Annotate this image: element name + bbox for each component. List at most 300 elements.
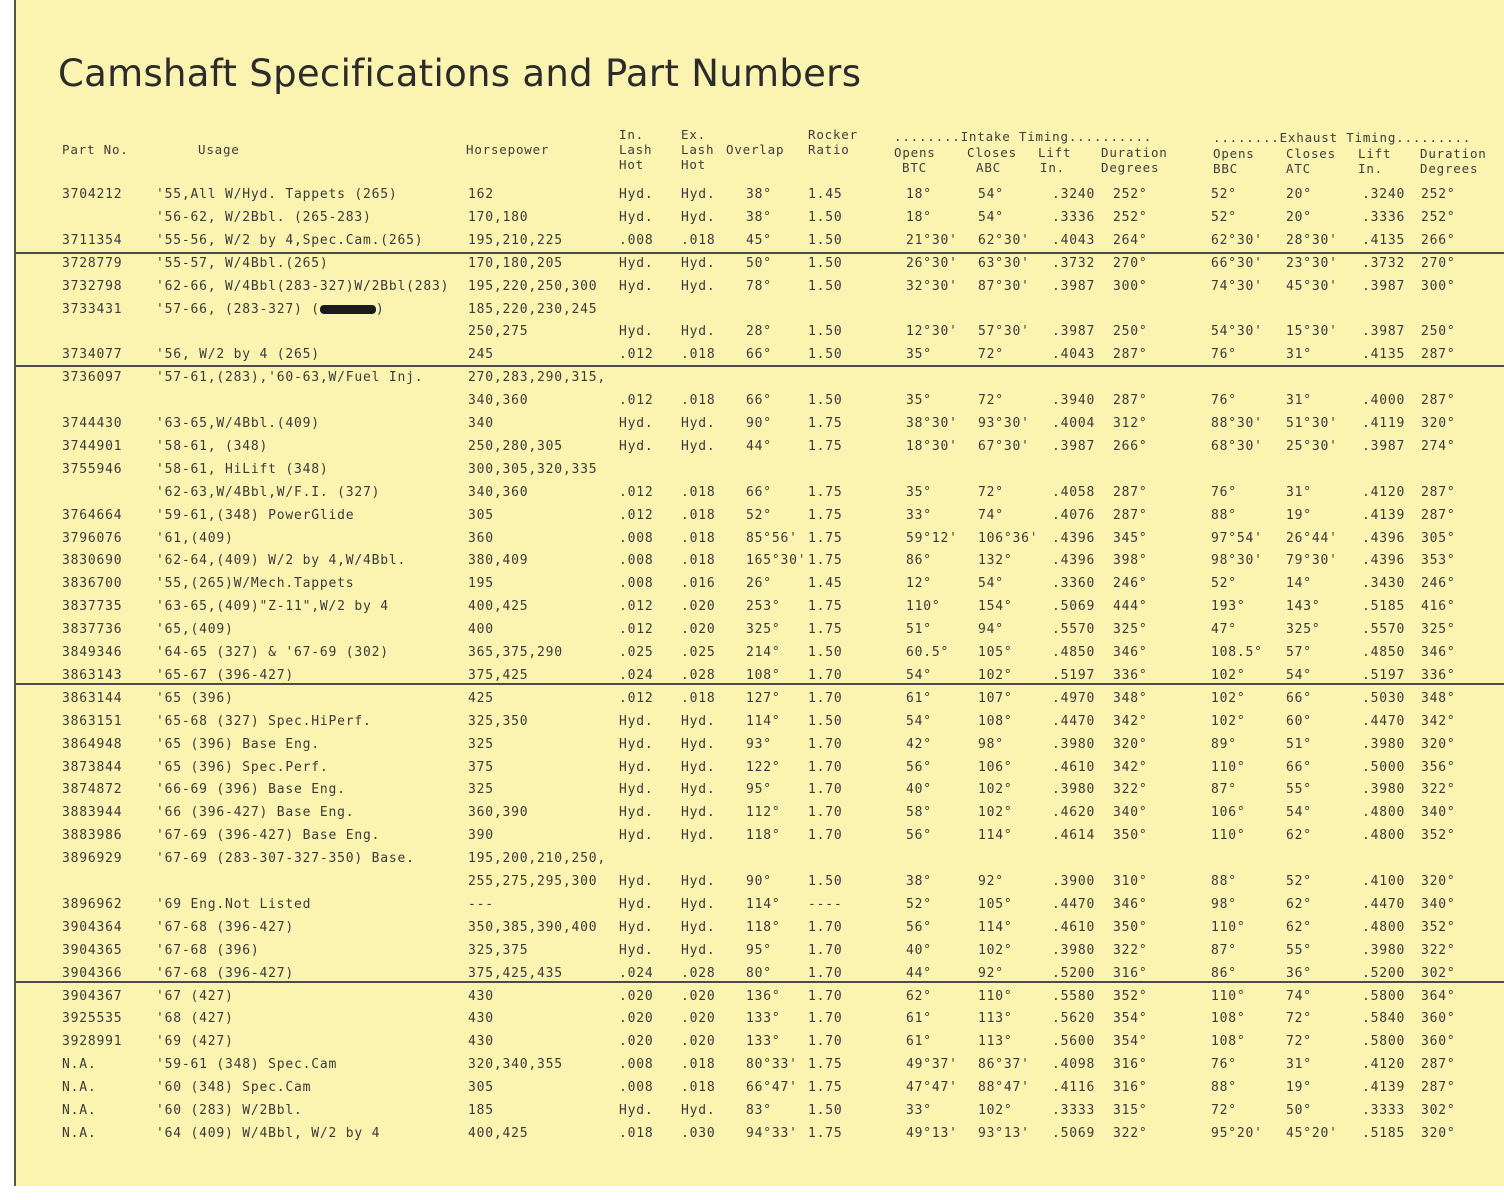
cell-rocker-ratio: 1.45 [808, 576, 843, 592]
header-in-lash-2: Lash [619, 142, 653, 157]
cell-overlap: 52° [746, 507, 772, 523]
cell-exhaust-closes: 55° [1286, 782, 1312, 798]
cell-exhaust-lift: .4139 [1362, 1080, 1406, 1096]
cell-intake-duration: 322° [1113, 782, 1148, 798]
cell-part-no: 3736097 [62, 370, 123, 386]
cell-in-lash: .008 [619, 1080, 654, 1096]
cell-in-lash: .018 [619, 1125, 654, 1141]
header-intake-btc: BTC [902, 160, 927, 175]
table-row [16, 986, 1504, 1008]
cell-rocker-ratio: 1.70 [808, 1034, 843, 1050]
cell-usage: '58-61, HiLift (348) [156, 461, 329, 477]
cell-usage: '65 (396) Spec.Perf. [156, 759, 329, 775]
cell-usage: '69 (427) [156, 1034, 234, 1050]
cell-part-no: 3732798 [62, 278, 123, 294]
cell-rocker-ratio: 1.75 [808, 1080, 843, 1096]
cell-intake-opens: 33° [906, 507, 932, 523]
cell-exhaust-duration: 302° [1421, 1103, 1456, 1118]
cell-in-lash: Hyd. [619, 1103, 654, 1118]
cell-usage: '64 (409) W/4Bbl, W/2 by 4 [156, 1125, 381, 1141]
table-row [16, 230, 1504, 252]
cell-exhaust-closes: 19° [1286, 507, 1312, 523]
cell-part-no: 3755946 [62, 461, 123, 477]
cell-ex-lash: Hyd. [681, 919, 716, 935]
cell-intake-opens: 35° [906, 484, 932, 500]
cell-rocker-ratio: 1.70 [808, 782, 843, 798]
cell-ex-lash: .018 [681, 393, 716, 409]
cell-intake-lift: .3980 [1052, 736, 1096, 752]
cell-intake-lift: .3360 [1052, 576, 1096, 592]
cell-intake-duration: 354° [1113, 1011, 1148, 1027]
cell-ex-lash: .020 [681, 1011, 716, 1027]
cell-usage: '60 (283) W/2Bbl. [156, 1103, 303, 1118]
cell-intake-lift: .5197 [1052, 667, 1096, 683]
cell-rocker-ratio: 1.70 [808, 690, 843, 706]
page-title: Camshaft Specifications and Part Numbers [58, 52, 862, 95]
cell-exhaust-duration: 340° [1421, 805, 1456, 821]
cell-ex-lash: Hyd. [681, 1103, 716, 1118]
cell-exhaust-opens: 89° [1211, 736, 1237, 752]
cell-intake-closes: 54° [978, 209, 1004, 225]
cell-intake-closes: 106° [978, 759, 1013, 775]
cell-rocker-ratio: 1.75 [808, 622, 843, 638]
cell-usage: '69 Eng.Not Listed [156, 896, 312, 912]
cell-rocker-ratio: 1.50 [808, 874, 843, 889]
cell-exhaust-opens: 47° [1211, 622, 1237, 638]
cell-intake-lift: .3732 [1052, 255, 1096, 271]
cell-horsepower: 170,180 [468, 209, 529, 225]
cell-exhaust-lift: .3980 [1362, 782, 1406, 798]
cell-part-no: 3796076 [62, 530, 123, 546]
cell-in-lash: Hyd. [619, 896, 654, 912]
cell-exhaust-lift: .4800 [1362, 828, 1406, 844]
cell-intake-opens: 49°37' [906, 1057, 958, 1073]
cell-exhaust-duration: 320° [1421, 736, 1456, 752]
cell-intake-duration: 287° [1113, 393, 1148, 409]
cell-intake-closes: 54° [978, 576, 1004, 592]
cell-part-no: 3863143 [62, 667, 123, 683]
cell-overlap: 38° [746, 209, 772, 225]
cell-in-lash: Hyd. [619, 713, 654, 729]
cell-intake-closes: 98° [978, 736, 1004, 752]
cell-horsepower: 185 [468, 1103, 494, 1118]
cell-intake-duration: 350° [1113, 828, 1148, 844]
cell-intake-closes: 72° [978, 484, 1004, 500]
cell-overlap: 78° [746, 278, 772, 294]
cell-ex-lash: .018 [681, 530, 716, 546]
cell-exhaust-opens: 110° [1211, 828, 1246, 844]
cell-in-lash: .008 [619, 576, 654, 592]
cell-intake-duration: 250° [1113, 324, 1148, 340]
cell-in-lash: .020 [619, 1034, 654, 1050]
table-row [16, 550, 1504, 572]
cell-exhaust-closes: 19° [1286, 1080, 1312, 1096]
cell-intake-lift: .3900 [1052, 874, 1096, 889]
cell-ex-lash: Hyd. [681, 255, 716, 271]
cell-usage: '67-68 (396-427) [156, 919, 295, 935]
cell-in-lash: .008 [619, 1057, 654, 1073]
cell-exhaust-closes: 54° [1286, 805, 1312, 821]
cell-intake-duration: 252° [1113, 187, 1148, 202]
cell-in-lash: Hyd. [619, 759, 654, 775]
cell-overlap: 83° [746, 1103, 772, 1118]
cell-exhaust-lift: .4100 [1362, 874, 1406, 889]
cell-rocker-ratio: 1.50 [808, 393, 843, 409]
cell-in-lash: .012 [619, 690, 654, 706]
cell-exhaust-duration: 364° [1421, 988, 1456, 1004]
cell-exhaust-lift: .4135 [1362, 347, 1406, 363]
cell-in-lash: Hyd. [619, 828, 654, 844]
table-row [16, 459, 1504, 481]
cell-overlap: 133° [746, 1034, 781, 1050]
cell-ex-lash: Hyd. [681, 782, 716, 798]
cell-intake-duration: 264° [1113, 232, 1148, 248]
cell-in-lash: Hyd. [619, 942, 654, 958]
cell-intake-lift: .5069 [1052, 1125, 1096, 1141]
cell-intake-closes: 72° [978, 393, 1004, 409]
cell-exhaust-closes: 51° [1286, 736, 1312, 752]
cell-intake-duration: 316° [1113, 1057, 1148, 1073]
cell-exhaust-opens: 110° [1211, 988, 1246, 1004]
table-row [16, 779, 1504, 801]
section-divider [16, 365, 1504, 367]
cell-exhaust-closes: 45°30' [1286, 278, 1338, 294]
cell-in-lash: Hyd. [619, 416, 654, 431]
cell-exhaust-duration: 322° [1421, 942, 1456, 958]
cell-intake-lift: .5620 [1052, 1011, 1096, 1027]
cell-horsepower: 340 [468, 416, 494, 431]
cell-part-no: 3744430 [62, 416, 123, 431]
cell-intake-lift: .5580 [1052, 988, 1096, 1004]
cell-rocker-ratio: 1.70 [808, 1011, 843, 1027]
table-row [16, 917, 1504, 939]
cell-overlap: 28° [746, 324, 772, 340]
cell-part-no: 3904364 [62, 919, 123, 935]
cell-intake-closes: 74° [978, 507, 1004, 523]
header-exhaust-atc: ATC [1286, 161, 1311, 176]
cell-horsepower: 400 [468, 622, 494, 638]
cell-exhaust-lift: .3987 [1362, 324, 1406, 340]
cell-exhaust-duration: 325° [1421, 622, 1456, 638]
cell-intake-duration: 352° [1113, 988, 1148, 1004]
cell-intake-lift: .5600 [1052, 1034, 1096, 1050]
cell-intake-duration: 350° [1113, 919, 1148, 935]
cell-intake-duration: 266° [1113, 438, 1148, 454]
cell-ex-lash: .018 [681, 690, 716, 706]
cell-exhaust-closes: 72° [1286, 1011, 1312, 1027]
cell-horsepower: 390 [468, 828, 494, 844]
cell-exhaust-lift: .3732 [1362, 255, 1406, 271]
cell-ex-lash: Hyd. [681, 874, 716, 889]
cell-intake-opens: 56° [906, 759, 932, 775]
cell-part-no: 3896962 [62, 896, 123, 912]
cell-overlap: 165°30' [746, 553, 807, 569]
cell-part-no: 3904367 [62, 988, 123, 1004]
cell-intake-closes: 154° [978, 599, 1013, 615]
cell-exhaust-duration: 305° [1421, 530, 1456, 546]
cell-rocker-ratio: 1.70 [808, 942, 843, 958]
cell-exhaust-lift: .5840 [1362, 1011, 1406, 1027]
cell-exhaust-closes: 79°30' [1286, 553, 1338, 569]
table-row [16, 894, 1504, 916]
cell-part-no: 3728779 [62, 255, 123, 271]
cell-intake-lift: .3987 [1052, 324, 1096, 340]
cell-intake-opens: 12°30' [906, 324, 958, 340]
table-row [16, 321, 1504, 343]
cell-rocker-ratio: 1.75 [808, 507, 843, 523]
cell-exhaust-closes: 20° [1286, 209, 1312, 225]
cell-in-lash: Hyd. [619, 255, 654, 271]
cell-exhaust-lift: .3336 [1362, 209, 1406, 225]
cell-overlap: 66° [746, 484, 772, 500]
cell-exhaust-closes: 31° [1286, 393, 1312, 409]
cell-horsepower: 325 [468, 782, 494, 798]
header-ex-lash-3: Hot [681, 157, 706, 172]
section-divider [16, 683, 1504, 685]
cell-horsepower: 300,305,320,335 [468, 461, 598, 477]
cell-rocker-ratio: 1.50 [808, 645, 843, 660]
cell-part-no: 3863151 [62, 713, 123, 729]
cell-horsepower: 305 [468, 507, 494, 523]
cell-part-no: 3764664 [62, 507, 123, 523]
table-row [16, 825, 1504, 847]
cell-part-no: 3704212 [62, 187, 123, 202]
header-in-lash-3: Hot [619, 157, 644, 172]
cell-part-no: 3744901 [62, 438, 123, 454]
cell-intake-opens: 21°30' [906, 232, 958, 248]
cell-intake-duration: 300° [1113, 278, 1148, 294]
cell-ex-lash: Hyd. [681, 828, 716, 844]
header-part-no: Part No. [62, 142, 129, 157]
cell-horsepower: 162 [468, 187, 494, 202]
cell-ex-lash: Hyd. [681, 438, 716, 454]
cell-exhaust-opens: 87° [1211, 782, 1237, 798]
cell-exhaust-duration: 252° [1421, 187, 1456, 202]
cell-intake-lift: .3240 [1052, 187, 1096, 202]
cell-exhaust-closes: 51°30' [1286, 416, 1338, 431]
header-ex-lash-1: Ex. [681, 127, 706, 142]
cell-exhaust-closes: 26°44' [1286, 530, 1338, 546]
cell-intake-closes: 54° [978, 187, 1004, 202]
cell-exhaust-closes: 50° [1286, 1103, 1312, 1118]
cell-exhaust-closes: 52° [1286, 874, 1312, 889]
cell-horsepower: 250,280,305 [468, 438, 563, 454]
cell-exhaust-duration: 287° [1421, 393, 1456, 409]
cell-exhaust-lift: .4120 [1362, 484, 1406, 500]
cell-exhaust-lift: .4120 [1362, 1057, 1406, 1073]
cell-horsepower: 430 [468, 1034, 494, 1050]
cell-horsepower: 350,385,390,400 [468, 919, 598, 935]
table-row [16, 276, 1504, 298]
cell-exhaust-opens: 108.5° [1211, 645, 1263, 660]
cell-intake-opens: 59°12' [906, 530, 958, 546]
table-row [16, 505, 1504, 527]
cell-exhaust-duration: 287° [1421, 1080, 1456, 1096]
cell-part-no: 3874872 [62, 782, 123, 798]
cell-horsepower: 255,275,295,300 [468, 874, 598, 889]
cell-intake-lift: .4470 [1052, 713, 1096, 729]
cell-part-no: 3904366 [62, 965, 123, 981]
header-exhaust-closes: Closes [1286, 146, 1336, 161]
cell-exhaust-opens: 110° [1211, 919, 1246, 935]
cell-exhaust-lift: .3430 [1362, 576, 1406, 592]
cell-overlap: 26° [746, 576, 772, 592]
cell-exhaust-opens: 68°30' [1211, 438, 1263, 454]
cell-exhaust-lift: .5800 [1362, 988, 1406, 1004]
cell-usage: '66 (396-427) Base Eng. [156, 805, 355, 821]
cell-ex-lash: .018 [681, 553, 716, 569]
cell-intake-closes: 110° [978, 988, 1013, 1004]
cell-rocker-ratio: 1.70 [808, 667, 843, 683]
cell-exhaust-lift: .4139 [1362, 507, 1406, 523]
cell-intake-closes: 102° [978, 942, 1013, 958]
cell-exhaust-closes: 62° [1286, 919, 1312, 935]
cell-intake-closes: 132° [978, 553, 1013, 569]
table-row [16, 253, 1504, 275]
cell-exhaust-duration: 246° [1421, 576, 1456, 592]
cell-exhaust-opens: 98° [1211, 896, 1237, 912]
cell-intake-opens: 110° [906, 599, 941, 615]
cell-intake-duration: 342° [1113, 759, 1148, 775]
redaction-mark [320, 305, 376, 314]
cell-part-no: 3883944 [62, 805, 123, 821]
cell-overlap: 38° [746, 187, 772, 202]
header-intake-lift: Lift [1038, 145, 1072, 160]
table-row [16, 413, 1504, 435]
cell-exhaust-lift: .5197 [1362, 667, 1406, 683]
cell-rocker-ratio: 1.50 [808, 324, 843, 340]
cell-part-no: 3836700 [62, 576, 123, 592]
cell-exhaust-lift: .5000 [1362, 759, 1406, 775]
cell-exhaust-closes: 23°30' [1286, 255, 1338, 271]
cell-intake-opens: 18° [906, 209, 932, 225]
cell-part-no: 3733431 [62, 301, 123, 317]
cell-ex-lash: Hyd. [681, 736, 716, 752]
cell-exhaust-duration: 274° [1421, 438, 1456, 454]
cell-exhaust-opens: 66°30' [1211, 255, 1263, 271]
cell-overlap: 112° [746, 805, 781, 821]
cell-rocker-ratio: 1.50 [808, 278, 843, 294]
cell-intake-closes: 113° [978, 1011, 1013, 1027]
cell-overlap: 133° [746, 1011, 781, 1027]
cell-intake-opens: 52° [906, 896, 932, 912]
cell-horsepower: 360 [468, 530, 494, 546]
cell-exhaust-opens: 88° [1211, 874, 1237, 889]
cell-rocker-ratio: ---- [808, 896, 843, 912]
cell-intake-duration: 342° [1113, 713, 1148, 729]
cell-rocker-ratio: 1.50 [808, 347, 843, 363]
cell-part-no: N.A. [62, 1125, 97, 1141]
cell-exhaust-duration: 356° [1421, 759, 1456, 775]
cell-intake-opens: 40° [906, 942, 932, 958]
cell-exhaust-lift: .3980 [1362, 942, 1406, 958]
cell-part-no: 3883986 [62, 828, 123, 844]
cell-intake-closes: 105° [978, 645, 1013, 660]
cell-intake-lift: .5200 [1052, 965, 1096, 981]
cell-intake-closes: 86°37' [978, 1057, 1030, 1073]
cell-intake-opens: 62° [906, 988, 932, 1004]
cell-rocker-ratio: 1.45 [808, 187, 843, 202]
cell-intake-lift: .3980 [1052, 782, 1096, 798]
cell-exhaust-opens: 97°54' [1211, 530, 1263, 546]
cell-exhaust-duration: 320° [1421, 1125, 1456, 1141]
cell-ex-lash: .018 [681, 232, 716, 248]
cell-exhaust-duration: 266° [1421, 232, 1456, 248]
cell-rocker-ratio: 1.70 [808, 965, 843, 981]
table-row [16, 528, 1504, 550]
cell-exhaust-lift: .4470 [1362, 713, 1406, 729]
cell-intake-lift: .4470 [1052, 896, 1096, 912]
cell-exhaust-closes: 66° [1286, 690, 1312, 706]
cell-overlap: 66° [746, 347, 772, 363]
cell-intake-lift: .4396 [1052, 530, 1096, 546]
header-exhaust-lift: Lift [1358, 146, 1392, 161]
cell-exhaust-lift: .4396 [1362, 530, 1406, 546]
cell-overlap: 214° [746, 645, 781, 660]
cell-ex-lash: Hyd. [681, 416, 716, 431]
cell-intake-lift: .4610 [1052, 919, 1096, 935]
cell-exhaust-closes: 55° [1286, 942, 1312, 958]
cell-overlap: 118° [746, 919, 781, 935]
cell-intake-closes: 113° [978, 1034, 1013, 1050]
cell-usage: '59-61,(348) PowerGlide [156, 507, 355, 523]
cell-exhaust-closes: 74° [1286, 988, 1312, 1004]
cell-intake-opens: 49°13' [906, 1125, 958, 1141]
table-row [16, 1100, 1504, 1122]
cell-exhaust-opens: 87° [1211, 942, 1237, 958]
cell-horsepower: 400,425 [468, 599, 529, 615]
cell-horsepower: 170,180,205 [468, 255, 563, 271]
cell-exhaust-duration: 270° [1421, 255, 1456, 271]
header-overlap: Overlap [726, 142, 785, 157]
cell-intake-duration: 312° [1113, 416, 1148, 431]
section-divider [16, 252, 1504, 254]
cell-in-lash: Hyd. [619, 438, 654, 454]
cell-intake-lift: .4098 [1052, 1057, 1096, 1073]
cell-intake-duration: 354° [1113, 1034, 1148, 1050]
cell-intake-opens: 42° [906, 736, 932, 752]
cell-usage: '65 (396) [156, 690, 234, 706]
cell-exhaust-closes: 143° [1286, 599, 1321, 615]
cell-horsepower: 375,425,435 [468, 965, 563, 981]
cell-intake-closes: 62°30' [978, 232, 1030, 248]
cell-exhaust-lift: .4000 [1362, 393, 1406, 409]
cell-usage: '63-65,(409)"Z-11",W/2 by 4 [156, 599, 389, 615]
cell-usage: '67-69 (283-307-327-350) Base. [156, 851, 415, 867]
cell-horsepower: 195,200,210,250, [468, 851, 607, 867]
cell-in-lash: Hyd. [619, 782, 654, 798]
cell-intake-closes: 93°13' [978, 1125, 1030, 1141]
cell-intake-lift: .4614 [1052, 828, 1096, 844]
usage-tail: ) [375, 301, 385, 317]
cell-horsepower: 320,340,355 [468, 1057, 563, 1073]
cell-ex-lash: Hyd. [681, 759, 716, 775]
cell-exhaust-lift: .4850 [1362, 645, 1406, 660]
cell-rocker-ratio: 1.75 [808, 416, 843, 431]
header-intake-abc: ABC [976, 160, 1001, 175]
cell-intake-closes: 67°30' [978, 438, 1030, 454]
cell-in-lash: .008 [619, 530, 654, 546]
cell-exhaust-closes: 62° [1286, 896, 1312, 912]
cell-exhaust-duration: 336° [1421, 667, 1456, 683]
cell-part-no: 3896929 [62, 851, 123, 867]
cell-part-no: 3863144 [62, 690, 123, 706]
cell-intake-duration: 398° [1113, 553, 1148, 569]
cell-exhaust-opens: 95°20' [1211, 1125, 1263, 1141]
cell-exhaust-duration: 352° [1421, 828, 1456, 844]
cell-overlap: 95° [746, 942, 772, 958]
cell-usage: '55,(265)W/Mech.Tappets [156, 576, 355, 592]
